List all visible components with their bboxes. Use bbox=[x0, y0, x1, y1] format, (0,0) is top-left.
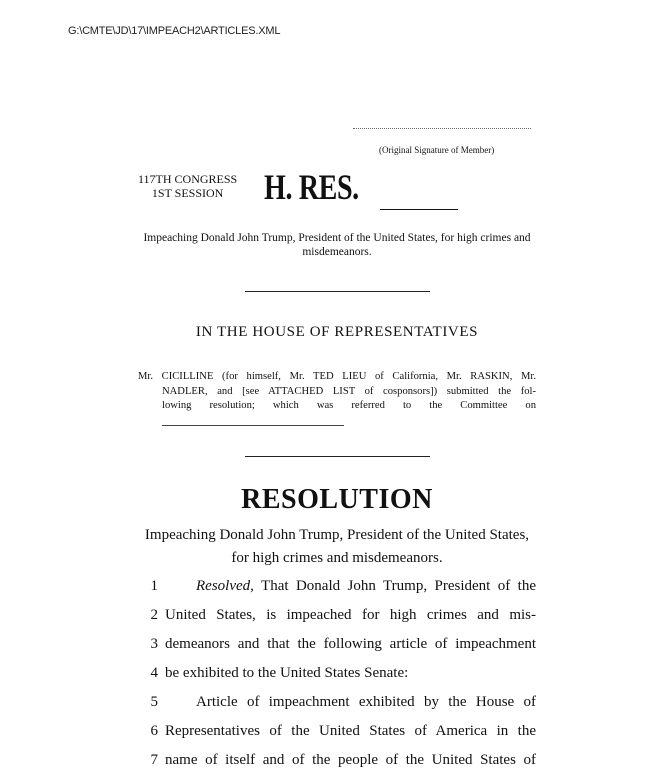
sponsor-line-1: Mr. CICILLINE (for himself, Mr. TED LIEU of California, Mr. RASKIN, Mr. bbox=[138, 371, 536, 382]
line-number: 7 bbox=[150, 752, 158, 768]
committee-blank bbox=[162, 425, 344, 426]
line-number: 2 bbox=[150, 607, 158, 623]
line-text: Representatives of the United States of America in the bbox=[165, 723, 536, 739]
signature-line bbox=[353, 128, 531, 129]
session-number: 1ST SESSION bbox=[151, 186, 224, 200]
body-line bbox=[0, 694, 667, 723]
body-line bbox=[0, 665, 667, 694]
body-line bbox=[0, 578, 667, 607]
long-title: Impeaching Donald John Trump, President of the United States, for high crimes and misdemeanors. bbox=[144, 527, 530, 566]
chamber-heading: IN THE HOUSE OF REPRESENTATIVES bbox=[195, 324, 479, 340]
short-title: Impeaching Donald John Trump, President of the United States, for high crimes and misdemeanors. bbox=[143, 232, 531, 258]
line-text: United States, is impeached for high crimes and mis- bbox=[165, 607, 536, 623]
sponsor-line-2: NADLER, and [see ATTACHED LIST of cosponsors]) submitted the fol- bbox=[162, 385, 536, 397]
line-number: 6 bbox=[150, 723, 158, 739]
body-line bbox=[0, 607, 667, 636]
body-line bbox=[0, 636, 667, 665]
sponsor-statement bbox=[138, 370, 536, 414]
line-number: 1 bbox=[150, 578, 158, 594]
line-text: Article of impeachment exhibited by the House of bbox=[196, 694, 536, 710]
congress-number: 117TH CONGRESS bbox=[138, 172, 238, 186]
line-text-rest: That Donald John Trump, President of the bbox=[253, 578, 536, 594]
resolution-heading: RESOLUTION bbox=[241, 484, 433, 515]
sponsor-line-3: lowing resolution; which was referred to the Committee on bbox=[162, 400, 536, 411]
bill-type: H. RES. bbox=[264, 167, 359, 207]
line-number: 4 bbox=[150, 665, 158, 681]
line-text: demeanors and that the following article of impeachment bbox=[165, 636, 536, 652]
signature-caption: (Original Signature of Member) bbox=[379, 145, 495, 155]
line-text: be exhibited to the United States Senate: bbox=[165, 665, 409, 681]
line-text bbox=[196, 578, 536, 595]
body-line bbox=[0, 752, 667, 781]
file-path: G:\CMTE\JD\17\IMPEACH2\ARTICLES.XML bbox=[68, 25, 281, 37]
line-number: 5 bbox=[150, 694, 158, 710]
divider-rule-2 bbox=[245, 456, 430, 457]
line-number: 3 bbox=[150, 636, 158, 652]
body-line bbox=[0, 723, 667, 752]
resolved-clause: Resolved, bbox=[196, 578, 254, 594]
line-text: name of itself and of the people of the United States of bbox=[165, 752, 536, 768]
congress-session bbox=[138, 172, 237, 200]
divider-rule bbox=[245, 291, 430, 292]
bill-number-blank bbox=[380, 209, 458, 210]
